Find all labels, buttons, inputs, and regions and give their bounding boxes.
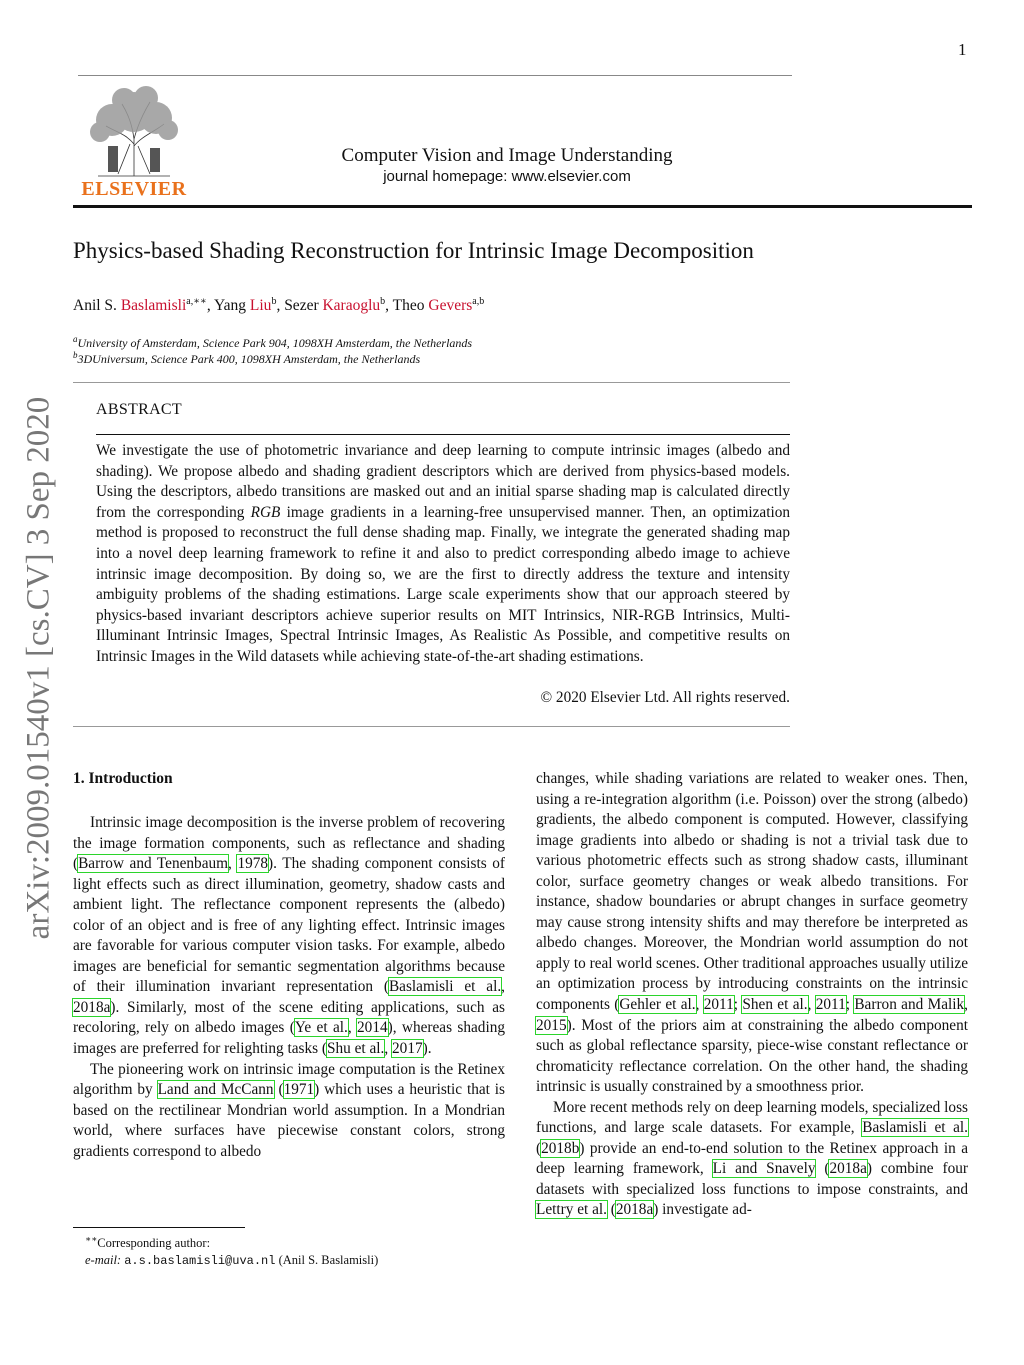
footnote-rule bbox=[73, 1227, 245, 1228]
author-link[interactable]: Baslamisli bbox=[120, 297, 187, 315]
citation-link[interactable]: Land and McCann bbox=[157, 1081, 274, 1099]
citation-link[interactable]: 2017 bbox=[392, 1040, 423, 1058]
citation-link[interactable]: Barron and Malik bbox=[854, 996, 965, 1014]
arxiv-stamp: arXiv:2009.01540v1 [cs.CV] 3 Sep 2020 bbox=[20, 396, 57, 939]
citation-link[interactable]: 1971 bbox=[283, 1081, 315, 1099]
citation-link[interactable]: 2011 bbox=[815, 996, 846, 1014]
right-column bbox=[536, 769, 968, 1221]
citation-link[interactable]: Gehler et al. bbox=[619, 996, 696, 1014]
citation-link[interactable]: Barrow and Tenenbaum bbox=[78, 855, 229, 873]
citation-link[interactable]: Shen et al. bbox=[742, 996, 808, 1014]
author-link[interactable]: Karaoglu bbox=[322, 297, 381, 315]
footnote: ∗∗Corresponding author: e-mail: a.s.baslamisli@uva.nl (Anil S. Baslamisli) bbox=[85, 1234, 379, 1269]
citation-link[interactable]: Li and Snavely bbox=[712, 1160, 816, 1178]
abstract-top-rule bbox=[73, 382, 790, 383]
citation-link[interactable]: Shu et al. bbox=[327, 1040, 385, 1058]
copyright-notice: © 2020 Elsevier Ltd. All rights reserved. bbox=[540, 689, 790, 706]
paragraph: changes, while shading variations are related to weaker ones. Then, using a re-integration algorithm (i.e. Poisson) over the strong (albedo) gradients, the albedo component is computed. However, classifying image gradients into albedo or shading is not a trivial task due to various photometric effects such as strong shadow casts, illuminant color, surface geometry changes or weak albedo transitions. For instance, shadow boundaries or abrupt changes in surface geometry may cause strong intensity shifts and may therefore be interpreted as albedo changes. Moreover, the Mondrian world assumption do not apply to real world scenes. Other traditional approaches usually utilize an optimization process by introducing constraints on the intrinsic components (Gehler et al., 2011; Shen et al., 2011; Barron and Malik, 2015). Most of the priors aim at constraining the albedo component such as global reflectance sparsity, piece-wise constant reflectance or chromaticity reflectance correlation. On the other hand, the shading intrinsic is usually constrained by a smoothness prior. bbox=[536, 770, 968, 1096]
paragraph: The pioneering work on intrinsic image computation is the Retinex algorithm by Land and McCann (1971) which uses a heuristic that is based on the rectilinear Mondrian world assumption. In a Mondrian world, where surfaces have piecewise constant colors, strong gradients correspond to albedo bbox=[73, 1060, 505, 1160]
citation-link[interactable]: Baslamisli et al. bbox=[388, 978, 502, 996]
abstract-bottom-rule bbox=[73, 726, 790, 727]
header-thick-rule bbox=[73, 205, 972, 208]
header-rule bbox=[78, 75, 792, 76]
citation-link[interactable]: 2018a bbox=[829, 1160, 867, 1178]
page-number: 1 bbox=[958, 40, 967, 59]
paper-title: Physics-based Shading Reconstruction for Intrinsic Image Decomposition bbox=[73, 238, 754, 263]
author-list: Anil S. Baslamisli$^{a,∗∗}$, Yang Liu$^b$, Sezer Karaoglu$^b$, Theo Gevers$^{a,b}$ bbox=[73, 296, 485, 315]
citation-link[interactable]: 2015 bbox=[536, 1016, 567, 1034]
abstract-text: We investigate the use of photometric invariance and deep learning to compute intrinsic images (albedo and shading). We propose albedo and shading gradient descriptors which are derived from physics-based models. Using the descriptors, albedo transitions are masked out and an initial sparse shading map is calculated directly from the corresponding RGB image gradients in a learning-free unsupervised manner. Then, an optimization method is proposed to reconstruct the full dense shading map. Finally, we integrate the generated shading map into a novel deep learning framework to refine it and also to predict corresponding albedo image to achieve intrinsic image decomposition. By doing so, we are the first to directly address the texture and intensity ambiguity problems of the shading estimations. Large scale experiments show that our approach steered by physics-based invariant descriptors achieve superior results on MIT Intrinsics, NIR-RGB Intrinsics, Multi-Illuminant Intrinsic Images, Spectral Intrinsic Images, As Realistic As Possible, and competitive results on Intrinsic Images in the Wild datasets while achieving state-of-the-art shading estimations. bbox=[96, 442, 790, 665]
author-link[interactable]: Gevers bbox=[428, 297, 473, 315]
author-link[interactable]: Liu bbox=[249, 297, 272, 315]
citation-link[interactable]: 2014 bbox=[357, 1019, 388, 1037]
citation-link[interactable]: Lettry et al. bbox=[536, 1201, 607, 1219]
citation-link[interactable]: 1978 bbox=[237, 855, 269, 873]
paragraph: More recent methods rely on deep learning models, specialized loss functions, and large scale datasets. For example, Baslamisli et al. (2018b) provide an end-to-end solution to the Retinex approach in a deep learning framework, Li and Snavely (2018a) combine four datasets with specialized loss functions to impose constraints, and Lettry et al. (2018a) investigate ad- bbox=[536, 1098, 968, 1219]
paragraph: Intrinsic image decomposition is the inverse problem of recovering the image formation components, such as reflectance and shading (Barrow and Tenenbaum, 1978). The shading component consists of light effects such as direct illumination, geometry, shadow casts and ambient light. The reflectance component represents the (albedo) color of an object and is free of any lighting effect. Intrinsic images are favorable for various computer vision tasks. For example, albedo images are beneficial for semantic segmentation algorithms because of their illumination invariant representation (Baslamisli et al., 2018a). Similarly, most of the scene editing applications, such as recoloring, rely on albedo images (Ye et al., 2014), whereas shading images are preferred for relighting tasks (Shu et al., 2017). bbox=[73, 814, 505, 1058]
citation-link[interactable]: 2018a bbox=[73, 998, 111, 1016]
email-link[interactable]: a.s.baslamisli@uva.nl bbox=[124, 1254, 276, 1269]
citation-link[interactable]: 2018a bbox=[615, 1201, 654, 1219]
section-heading: 1. Introduction bbox=[73, 770, 173, 787]
journal-name: Computer Vision and Image Understanding bbox=[341, 145, 673, 166]
citation-link[interactable]: 2018b bbox=[541, 1139, 580, 1157]
left-column bbox=[73, 813, 505, 1162]
journal-homepage[interactable]: journal homepage: www.elsevier.com bbox=[383, 168, 631, 185]
abstract-heading-rule bbox=[96, 434, 790, 435]
citation-link[interactable]: Ye et al. bbox=[294, 1019, 348, 1037]
elsevier-wordmark: ELSEVIER bbox=[81, 178, 187, 200]
affiliation: $^b$3DUniversum, Science Park 400, 1098XH Amsterdam, the Netherlands bbox=[73, 350, 421, 366]
citation-link[interactable]: Baslamisli et al. bbox=[862, 1119, 968, 1137]
citation-link[interactable]: 2011 bbox=[703, 996, 734, 1014]
affiliation: $^a$University of Amsterdam, Science Park 904, 1098XH Amsterdam, the Netherlands bbox=[73, 334, 473, 350]
abstract-heading: ABSTRACT bbox=[96, 401, 182, 418]
